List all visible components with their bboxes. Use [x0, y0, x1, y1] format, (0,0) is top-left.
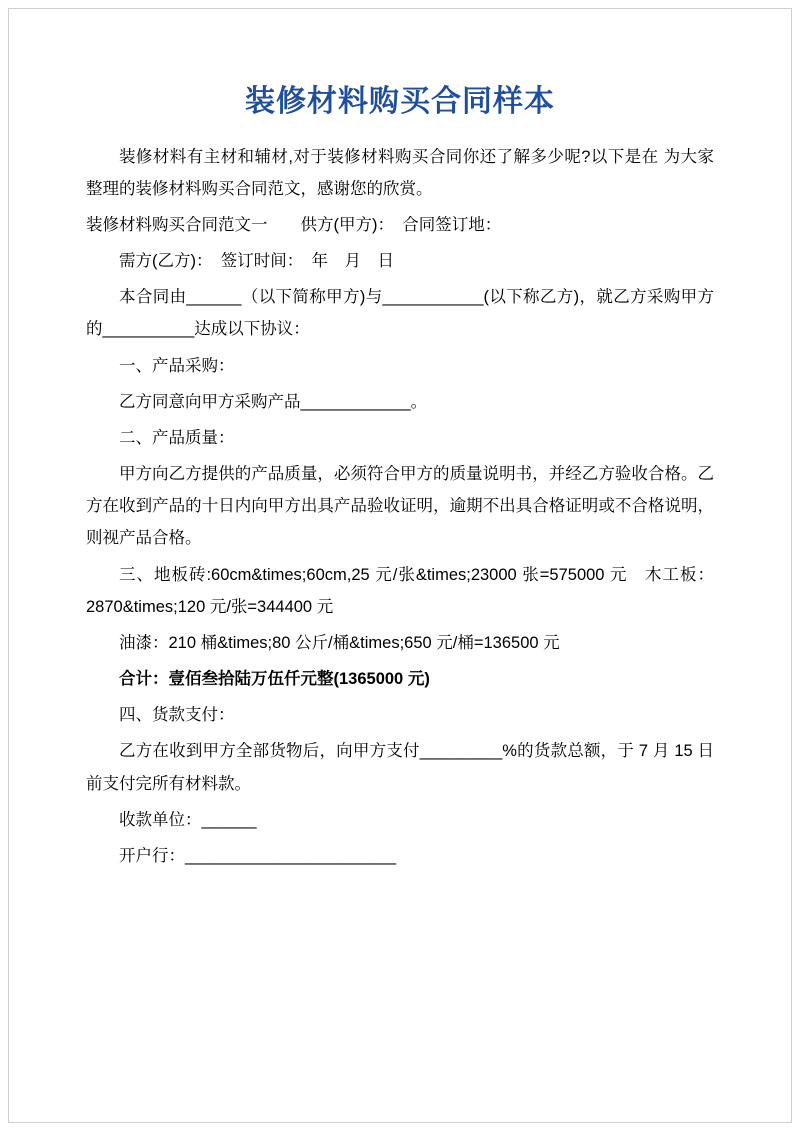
- paragraph-payee: 收款单位：______: [119, 810, 257, 829]
- paragraph-sample-heading: 装修材料购买合同范文一 供方(甲方)： 合同签订地：: [86, 215, 502, 234]
- paragraph-bank: 开户行：_______________________: [119, 846, 397, 865]
- paragraph-clause-2-body: 甲方向乙方提供的产品质量，必须符合甲方的质量说明书，并经乙方验收合格。乙方在收到产品的十日内向甲方出具产品验收证明，逾期不出具合格证明或不合格说明，则视产品合格。: [86, 465, 714, 548]
- paragraph-intro: 装修材料有主材和辅材,对于装修材料购买合同你还了解多少呢?以下是在 为大家整理的装修材料购买合同范文，感谢您的欣赏。: [86, 147, 714, 198]
- paragraph-party-b: 需方(乙方)： 签订时间： 年 月 日: [119, 252, 394, 271]
- document-body: [86, 82, 714, 876]
- paragraph-clause-4-body: 乙方在收到甲方全部货物后，向甲方支付_________%的货款总额，于 7 月 15 日前支付完所有材料款。: [86, 742, 714, 793]
- paragraph-clause-2-title: 二、产品质量：: [119, 428, 235, 447]
- page-title: 装修材料购买合同样本: [245, 85, 555, 118]
- paragraph-clause-3-body: 三、地板砖:60cm&times;60cm,25 元/张&times;23000 张=575000 元 木工板：2870&times;120 元/张=344400 元: [86, 565, 714, 616]
- paragraph-clause-3-total: 合计：壹佰叁拾陆万伍仟元整(1365000 元): [119, 670, 430, 689]
- paragraph-clause-1-title: 一、产品采购：: [119, 356, 235, 375]
- paragraph-clause-4-title: 四、货款支付：: [119, 706, 235, 725]
- paragraph-clause-3-paint: 油漆：210 桶&times;80 公斤/桶&times;650 元/桶=136500 元: [119, 633, 560, 652]
- paragraph-contract-opening: 本合同由______（以下简称甲方)与___________(以下称乙方)，就乙方采购甲方的__________达成以下协议：: [86, 288, 714, 339]
- paragraph-clause-1-body: 乙方同意向甲方采购产品____________。: [119, 392, 428, 411]
